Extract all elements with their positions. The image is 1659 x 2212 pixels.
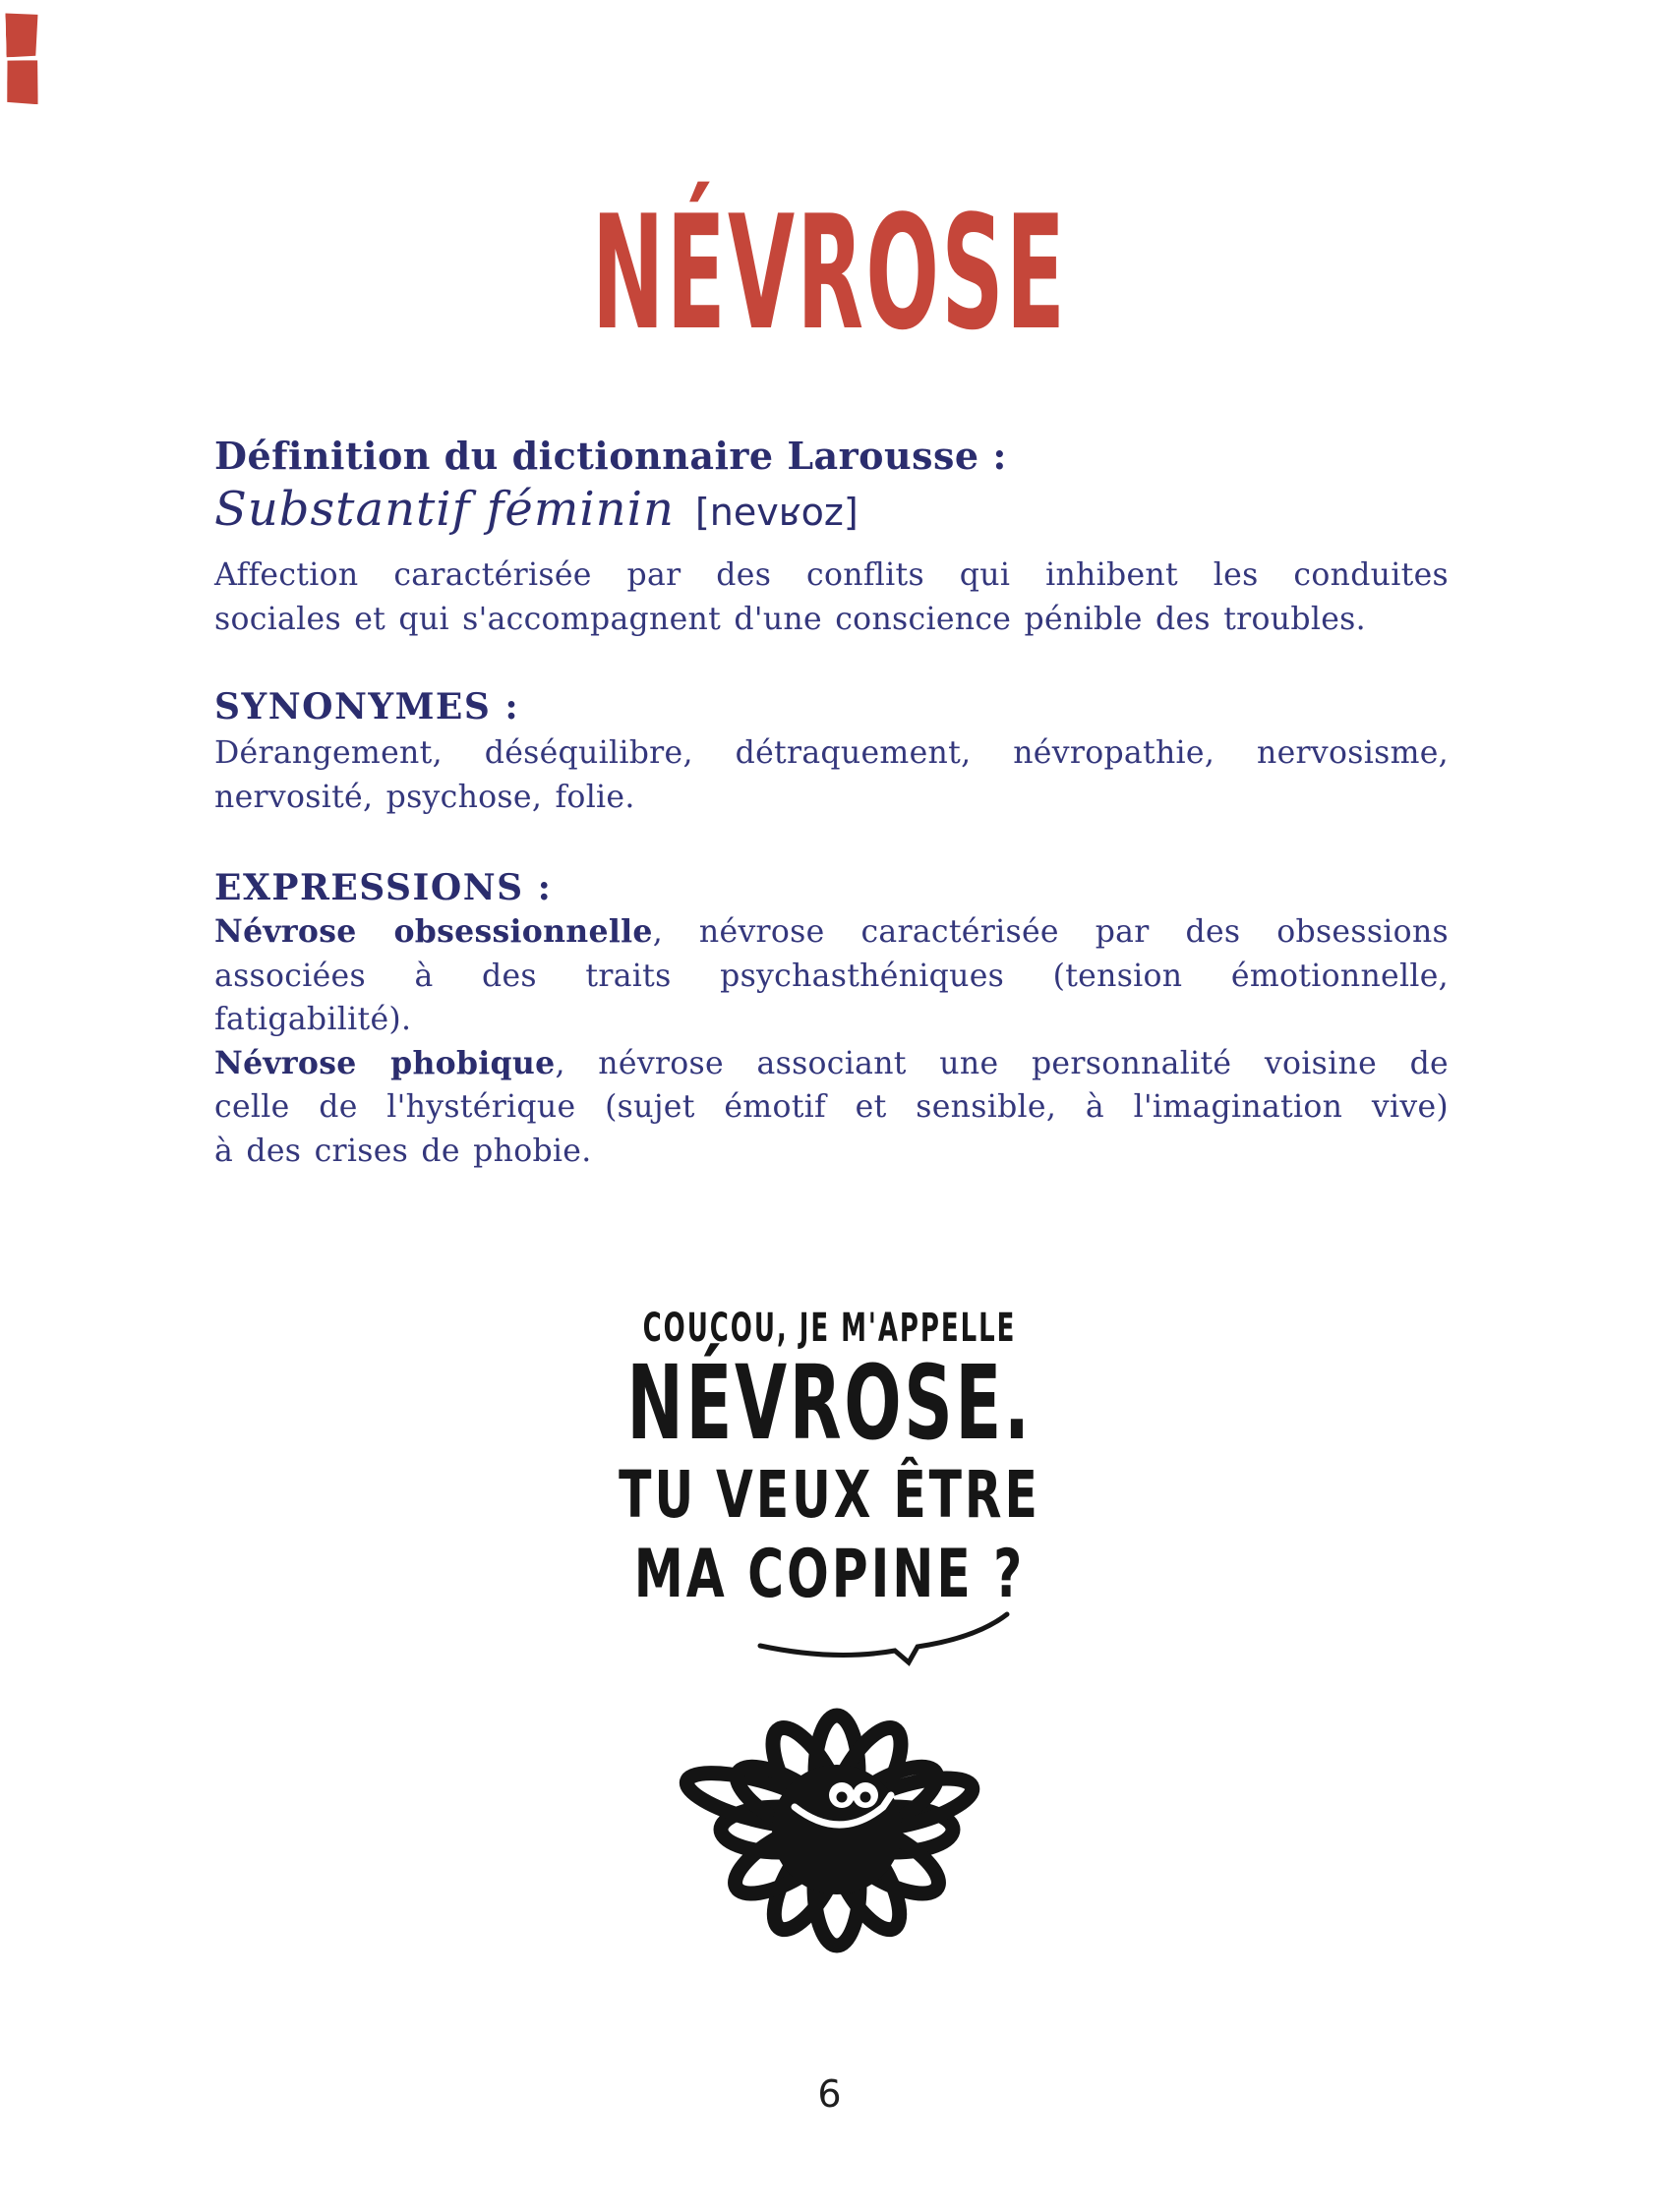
expressions-heading: EXPRESSIONS : — [214, 867, 553, 908]
speech-bubble-tail-icon — [745, 1602, 1026, 1681]
page-title: NÉVROSE — [591, 181, 1068, 365]
expression-term: Névrose phobique — [214, 1044, 556, 1081]
expression-entry-line — [214, 910, 1449, 955]
expression-definition: , névrose caractérisée par des obsessions — [652, 914, 1449, 950]
expression-entry-line: fatigabilité). — [214, 1002, 412, 1037]
synonyms-body — [214, 731, 1449, 820]
definition-line: sociales et qui s'accompagnent d'une conscience pénible des troubles. — [214, 602, 1366, 637]
expression-definition: , névrose associant une personnalité voisine de — [555, 1045, 1449, 1081]
expression-entry-line — [214, 1042, 1449, 1086]
synonyms-line: nervosité, psychose, folie. — [214, 780, 635, 815]
expression-entry-line: à des crises de phobie. — [214, 1133, 592, 1169]
speech-line-2: NÉVROSE. — [626, 1343, 1033, 1463]
definition-body — [214, 553, 1449, 642]
page-number: 6 — [817, 2072, 842, 2116]
speech-line-4: MA COPINE ? — [633, 1536, 1026, 1613]
expressions-body — [214, 910, 1449, 1173]
expression-term: Névrose obsessionnelle — [214, 913, 653, 950]
grammar-label: Substantif féminin — [214, 482, 675, 537]
scribble-character-icon — [677, 1687, 996, 1977]
speech-line-3: TU VEUX ÊTRE — [619, 1457, 1040, 1533]
expression-entry-line: celle de l'hystérique (sujet émotif et sensible, à l'imagination vive) — [214, 1089, 1449, 1125]
definition-heading: Définition du dictionnaire Larousse : — [214, 434, 1007, 478]
speech-line-1: COUCOU, JE M'APPELLE — [642, 1306, 1017, 1351]
torn-paper-tab-icon — [7, 60, 39, 105]
torn-paper-tab-icon — [5, 13, 38, 58]
definition-line: Affection caractérisée par des conflits qui inhibent les conduites — [214, 557, 1449, 593]
synonyms-line: Dérangement, déséquilibre, détraquement, névropathie, nervosisme, — [214, 735, 1449, 771]
expression-entry-line: associées à des traits psychasthéniques (tension émotionnelle, — [214, 958, 1449, 994]
phonetic-transcription: [nevʁoz] — [694, 491, 859, 534]
grammar-line — [214, 479, 859, 551]
synonyms-heading: SYNONYMES : — [214, 686, 520, 728]
